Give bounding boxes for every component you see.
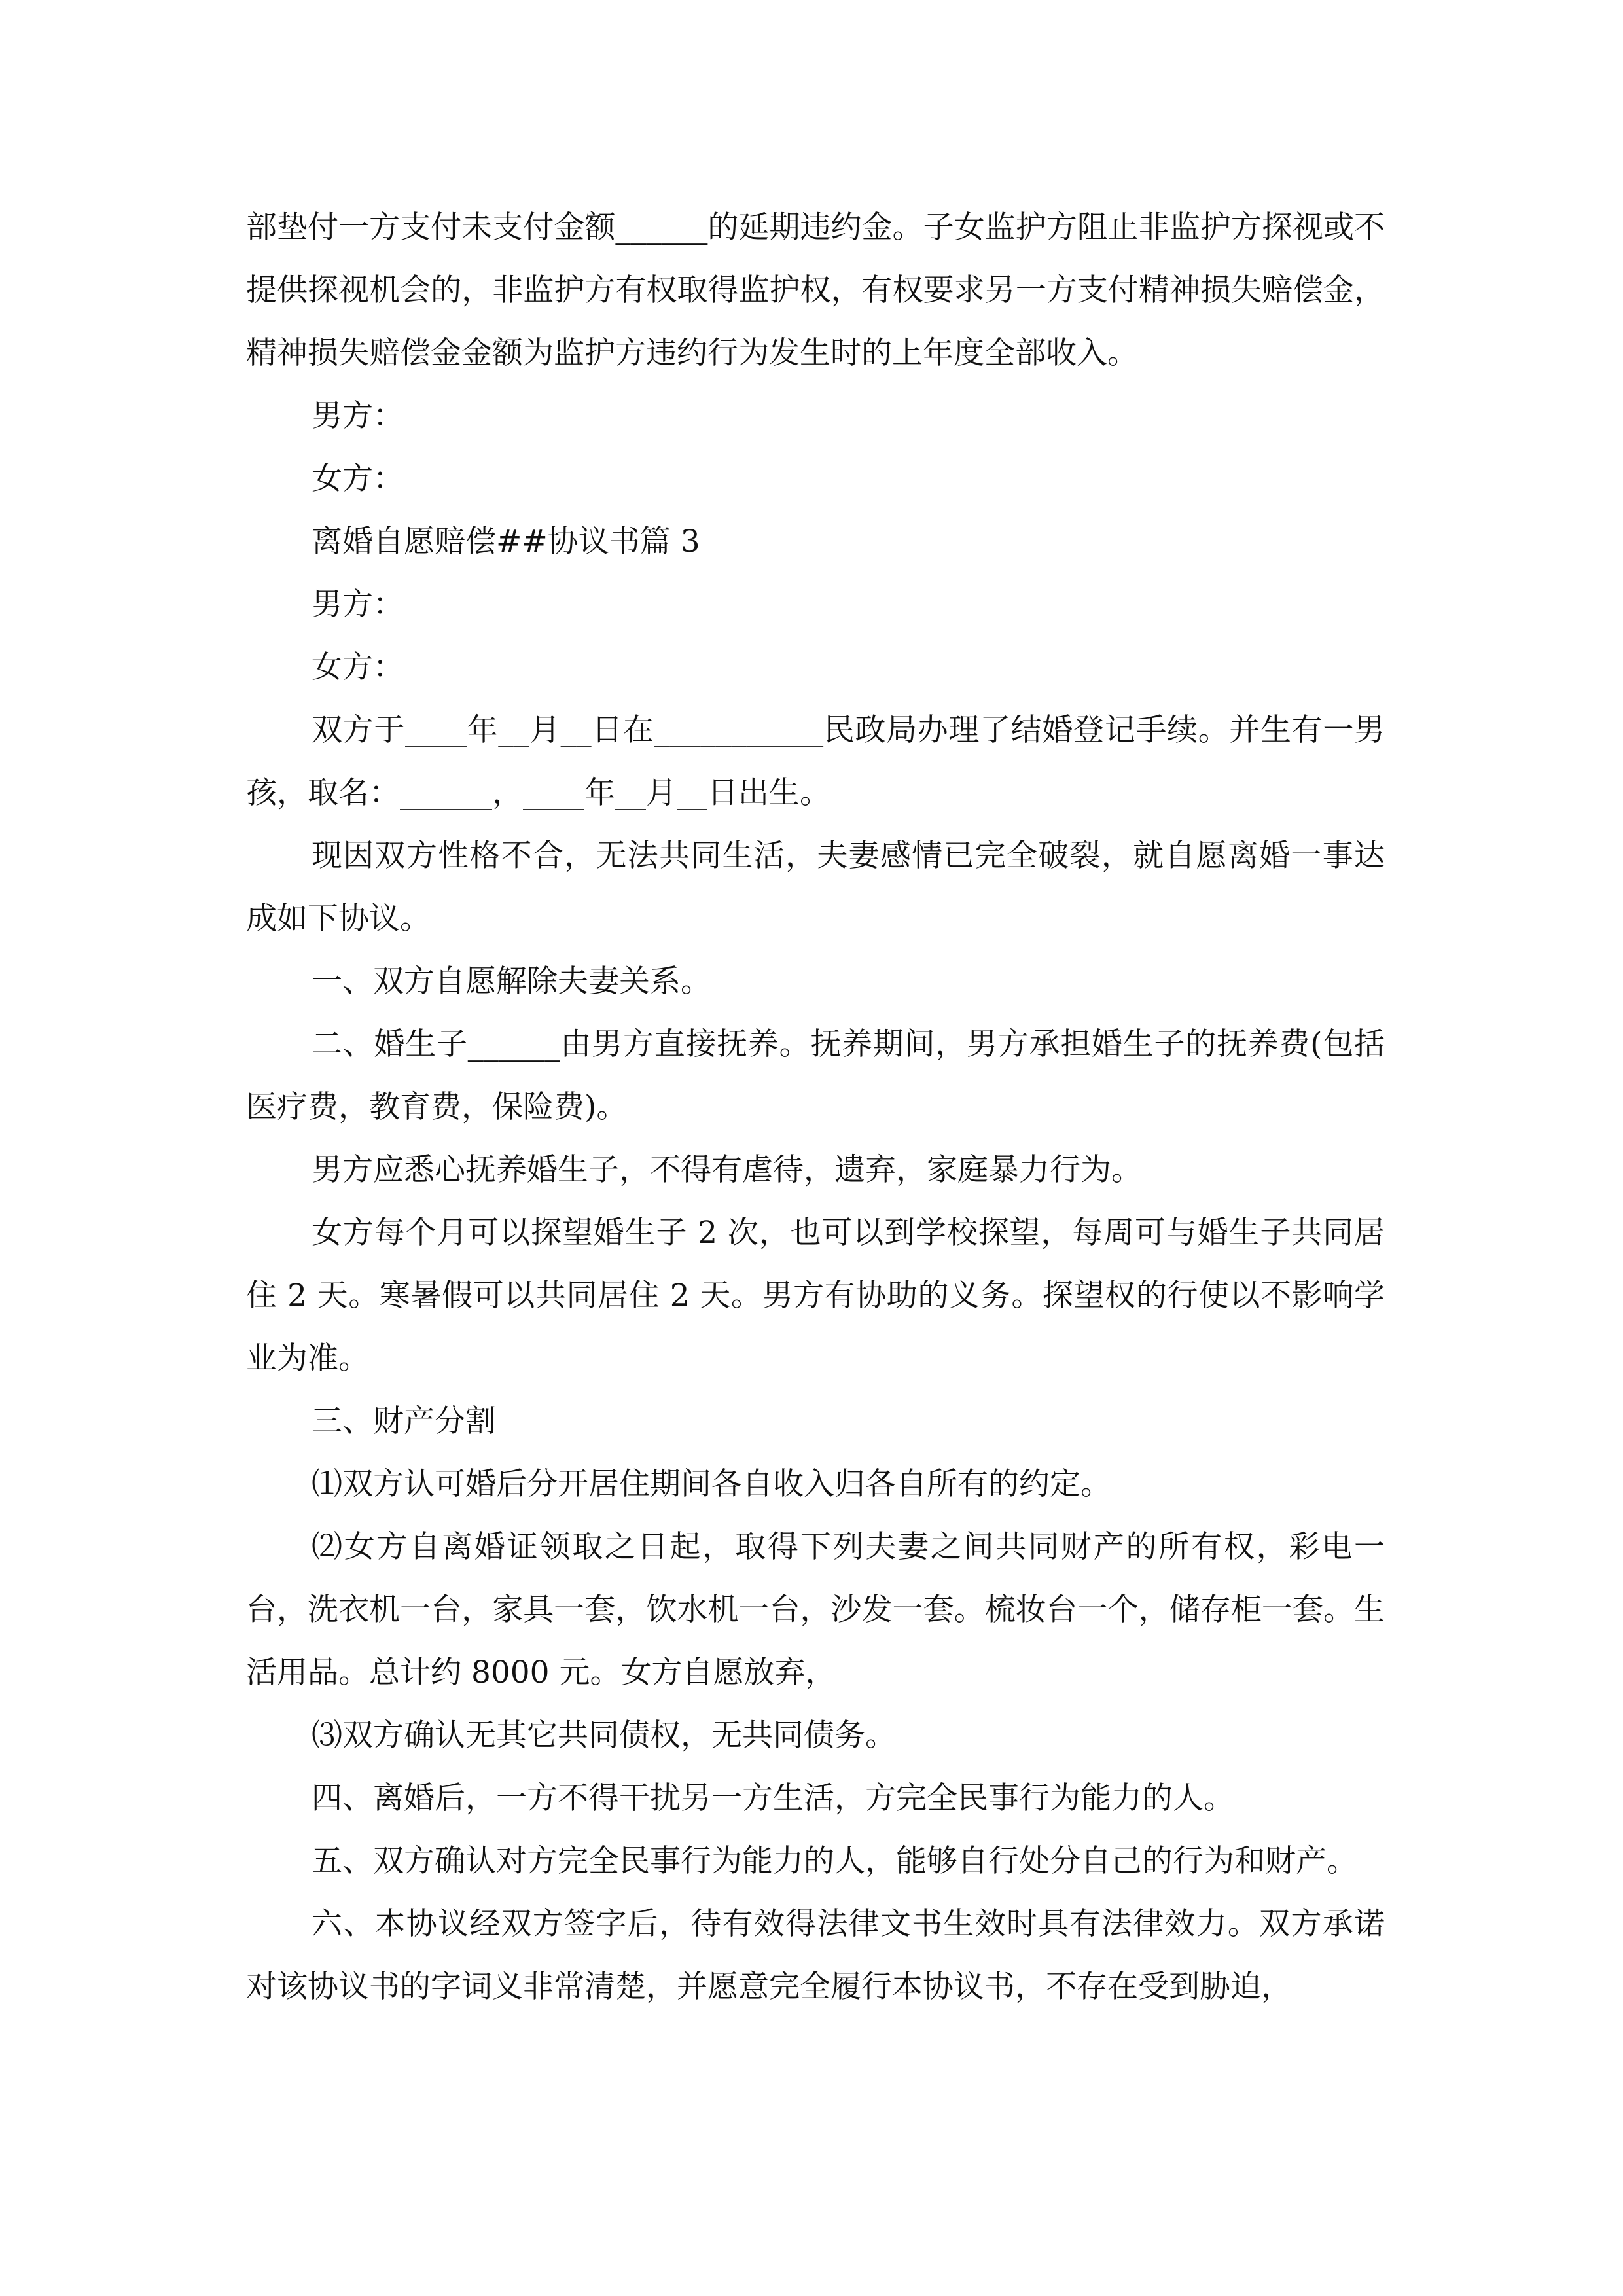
section-title-agreement-3: 离婚自愿赔偿##协议书篇 3 <box>312 524 700 560</box>
paragraph-male-party-label: 男方： <box>312 398 404 434</box>
document-body <box>246 196 1385 2018</box>
paragraph-marriage-registration: 双方于____年__月__日在___________民政局办理了结婚登记手续。并生有一男孩，取名：______，____年__月__日出生。 <box>246 712 1385 811</box>
property-item-1: ⑴双方认可婚后分开居住期间各自收入归各自所有的约定。 <box>312 1466 1111 1502</box>
paragraph-visitation: 女方每个月可以探望婚生子 2 次，也可以到学校探望，每周可与婚生子共同居住 2 天。寒暑假可以共同居住 2 天。男方有协助的义务。探望权的行使以不影响学业为准。 <box>246 1215 1385 1376</box>
paragraph-care-obligation: 男方应悉心抚养婚生子，不得有虐待，遗弃，家庭暴力行为。 <box>312 1152 1142 1188</box>
clause-2-custody: 二、婚生子______由男方直接抚养。抚养期间，男方承担婚生子的抚养费(包括医疗费，教育费，保险费)。 <box>246 1026 1385 1125</box>
paragraph-continued-penalty: 部垫付一方支付未支付金额______的延期违约金。子女监护方阻止非监护方探视或不提供探视机会的，非监护方有权取得监护权，有权要求另一方支付精神损失赔偿金，精神损失赔偿金金额为监护方违约行为发生时的上年度全部收入。 <box>246 209 1385 371</box>
paragraph-female-party-label: 女方： <box>312 461 404 497</box>
clause-1-dissolution: 一、双方自愿解除夫妻关系。 <box>312 963 711 999</box>
paragraph-female-party-label-2: 女方： <box>312 649 404 685</box>
clause-4-no-interference: 四、离婚后，一方不得干扰另一方生活，方完全民事行为能力的人。 <box>312 1780 1234 1816</box>
property-item-3: ⑶双方确认无其它共同债权，无共同债务。 <box>312 1717 896 1753</box>
paragraph-divorce-reason: 现因双方性格不合，无法共同生活，夫妻感情已完全破裂，就自愿离婚一事达成如下协议。 <box>246 838 1385 937</box>
paragraph-male-party-label-2: 男方： <box>312 586 404 622</box>
clause-6-effectiveness: 六、本协议经双方签字后，待有效得法律文书生效时具有法律效力。双方承诺对该协议书的字词义非常清楚，并愿意完全履行本协议书，不存在受到胁迫， <box>246 1906 1385 2005</box>
property-item-2: ⑵女方自离婚证领取之日起，取得下列夫妻之间共同财产的所有权，彩电一台，洗衣机一台，家具一套，饮水机一台，沙发一套。梳妆台一个，储存柜一套。生活用品。总计约 8000 元。女方自愿放弃， <box>246 1529 1385 1691</box>
clause-5-capacity: 五、双方确认对方完全民事行为能力的人，能够自行处分自己的行为和财产。 <box>312 1843 1357 1879</box>
clause-3-property-division: 三、财产分割 <box>312 1403 496 1439</box>
